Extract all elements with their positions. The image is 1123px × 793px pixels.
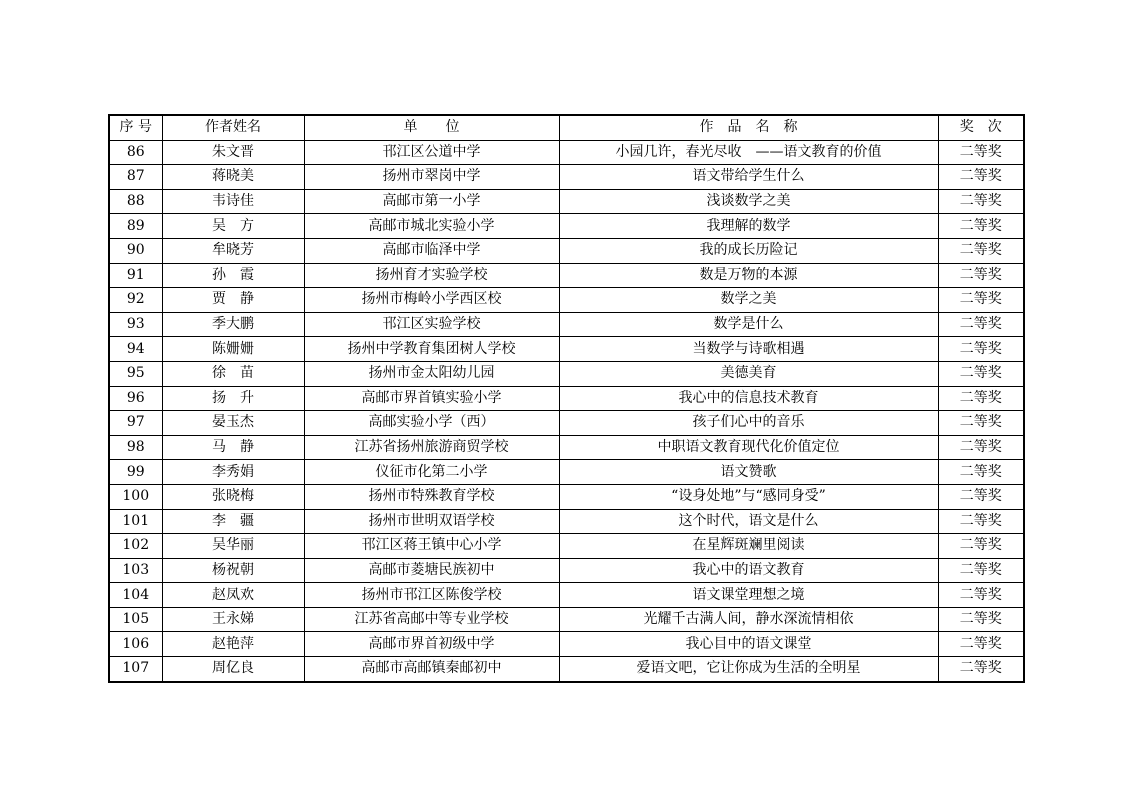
work-title: 这个时代，语文是什么 — [559, 509, 938, 534]
award-level: 二等奖 — [938, 484, 1024, 509]
unit-name: 扬州市金太阳幼儿园 — [304, 361, 559, 386]
row-number: 101 — [109, 509, 162, 534]
header-work: 作 品 名 称 — [559, 115, 938, 140]
award-level: 二等奖 — [938, 263, 1024, 288]
award-level: 二等奖 — [938, 189, 1024, 214]
row-number: 88 — [109, 189, 162, 214]
row-number: 107 — [109, 657, 162, 682]
work-title: 语文赞歌 — [559, 460, 938, 485]
work-title: 我理解的数学 — [559, 214, 938, 239]
award-level: 二等奖 — [938, 558, 1024, 583]
unit-name: 邗江区蒋王镇中心小学 — [304, 534, 559, 559]
row-number: 87 — [109, 165, 162, 190]
award-level: 二等奖 — [938, 140, 1024, 165]
work-title: 光耀千古满人间，静水深流情相依 — [559, 607, 938, 632]
work-title: 在星辉斑斓里阅读 — [559, 534, 938, 559]
table-row — [109, 312, 1024, 337]
unit-name: 高邮市高邮镇秦邮初中 — [304, 657, 559, 682]
author-name: 贾 静 — [162, 288, 304, 313]
author-name: 王永娣 — [162, 607, 304, 632]
row-number: 105 — [109, 607, 162, 632]
award-level: 二等奖 — [938, 165, 1024, 190]
work-title: 爱语文吧，它让你成为生活的全明星 — [559, 657, 938, 682]
table-row — [109, 263, 1024, 288]
row-number: 103 — [109, 558, 162, 583]
table-row — [109, 583, 1024, 608]
award-level: 二等奖 — [938, 460, 1024, 485]
row-number: 98 — [109, 435, 162, 460]
unit-name: 扬州市世明双语学校 — [304, 509, 559, 534]
award-level: 二等奖 — [938, 361, 1024, 386]
unit-name: 扬州育才实验学校 — [304, 263, 559, 288]
work-title: 小园几许，春光尽收 ——语文教育的价值 — [559, 140, 938, 165]
award-level: 二等奖 — [938, 509, 1024, 534]
table-row — [109, 214, 1024, 239]
work-title: “设身处地”与“感同身受” — [559, 484, 938, 509]
row-number: 99 — [109, 460, 162, 485]
unit-name: 扬州中学教育集团树人学校 — [304, 337, 559, 362]
unit-name: 扬州市翠岗中学 — [304, 165, 559, 190]
header-unit: 单 位 — [304, 115, 559, 140]
work-title: 孩子们心中的音乐 — [559, 411, 938, 436]
header-row — [109, 115, 1024, 140]
author-name: 马 静 — [162, 435, 304, 460]
table-row — [109, 288, 1024, 313]
award-level: 二等奖 — [938, 632, 1024, 657]
row-number: 97 — [109, 411, 162, 436]
table-row — [109, 558, 1024, 583]
work-title: 我心目中的语文课堂 — [559, 632, 938, 657]
unit-name: 邗江区实验学校 — [304, 312, 559, 337]
award-table — [108, 114, 1025, 683]
award-level: 二等奖 — [938, 312, 1024, 337]
author-name: 韦诗佳 — [162, 189, 304, 214]
unit-name: 扬州市梅岭小学西区校 — [304, 288, 559, 313]
author-name: 李秀娟 — [162, 460, 304, 485]
work-title: 数是万物的本源 — [559, 263, 938, 288]
author-name: 孙 霞 — [162, 263, 304, 288]
row-number: 93 — [109, 312, 162, 337]
unit-name: 扬州市特殊教育学校 — [304, 484, 559, 509]
unit-name: 高邮市界首镇实验小学 — [304, 386, 559, 411]
table-row — [109, 632, 1024, 657]
table-row — [109, 484, 1024, 509]
unit-name: 江苏省高邮中等专业学校 — [304, 607, 559, 632]
unit-name: 高邮市界首初级中学 — [304, 632, 559, 657]
author-name: 张晓梅 — [162, 484, 304, 509]
table-row — [109, 165, 1024, 190]
row-number: 90 — [109, 238, 162, 263]
author-name: 牟晓芳 — [162, 238, 304, 263]
unit-name: 邗江区公道中学 — [304, 140, 559, 165]
row-number: 104 — [109, 583, 162, 608]
author-name: 季大鹏 — [162, 312, 304, 337]
work-title: 语文带给学生什么 — [559, 165, 938, 190]
work-title: 美德美育 — [559, 361, 938, 386]
award-level: 二等奖 — [938, 411, 1024, 436]
header-author: 作者姓名 — [162, 115, 304, 140]
row-number: 92 — [109, 288, 162, 313]
work-title: 数学之美 — [559, 288, 938, 313]
row-number: 102 — [109, 534, 162, 559]
row-number: 89 — [109, 214, 162, 239]
award-level: 二等奖 — [938, 238, 1024, 263]
unit-name: 高邮市第一小学 — [304, 189, 559, 214]
table-row — [109, 534, 1024, 559]
work-title: 我的成长历险记 — [559, 238, 938, 263]
work-title: 数学是什么 — [559, 312, 938, 337]
row-number: 95 — [109, 361, 162, 386]
row-number: 106 — [109, 632, 162, 657]
award-level: 二等奖 — [938, 534, 1024, 559]
unit-name: 高邮实验小学（西） — [304, 411, 559, 436]
award-level: 二等奖 — [938, 337, 1024, 362]
unit-name: 高邮市菱塘民族初中 — [304, 558, 559, 583]
author-name: 吴 方 — [162, 214, 304, 239]
table-row — [109, 460, 1024, 485]
author-name: 晏玉杰 — [162, 411, 304, 436]
table-row — [109, 607, 1024, 632]
author-name: 吴华丽 — [162, 534, 304, 559]
author-name: 陈姗姗 — [162, 337, 304, 362]
work-title: 语文课堂理想之境 — [559, 583, 938, 608]
unit-name: 江苏省扬州旅游商贸学校 — [304, 435, 559, 460]
work-title: 浅谈数学之美 — [559, 189, 938, 214]
table-row — [109, 386, 1024, 411]
author-name: 李 疆 — [162, 509, 304, 534]
row-number: 94 — [109, 337, 162, 362]
author-name: 杨祝朝 — [162, 558, 304, 583]
award-level: 二等奖 — [938, 607, 1024, 632]
author-name: 扬 升 — [162, 386, 304, 411]
table-row — [109, 140, 1024, 165]
header-award: 奖 次 — [938, 115, 1024, 140]
table-body — [109, 140, 1024, 682]
table-row — [109, 238, 1024, 263]
work-title: 我心中的信息技术教育 — [559, 386, 938, 411]
work-title: 当数学与诗歌相遇 — [559, 337, 938, 362]
award-level: 二等奖 — [938, 386, 1024, 411]
author-name: 朱文晋 — [162, 140, 304, 165]
award-level: 二等奖 — [938, 435, 1024, 460]
header-no: 序 号 — [109, 115, 162, 140]
unit-name: 高邮市城北实验小学 — [304, 214, 559, 239]
table-row — [109, 411, 1024, 436]
table-row — [109, 509, 1024, 534]
table-row — [109, 435, 1024, 460]
award-level: 二等奖 — [938, 288, 1024, 313]
work-title: 中职语文教育现代化价值定位 — [559, 435, 938, 460]
row-number: 91 — [109, 263, 162, 288]
table-row — [109, 189, 1024, 214]
table-row — [109, 361, 1024, 386]
award-level: 二等奖 — [938, 214, 1024, 239]
author-name: 蒋晓美 — [162, 165, 304, 190]
row-number: 96 — [109, 386, 162, 411]
row-number: 100 — [109, 484, 162, 509]
table-row — [109, 657, 1024, 682]
unit-name: 仪征市化第二小学 — [304, 460, 559, 485]
award-level: 二等奖 — [938, 657, 1024, 682]
table-row — [109, 337, 1024, 362]
unit-name: 扬州市邗江区陈俊学校 — [304, 583, 559, 608]
unit-name: 高邮市临泽中学 — [304, 238, 559, 263]
row-number: 86 — [109, 140, 162, 165]
author-name: 赵凤欢 — [162, 583, 304, 608]
award-level: 二等奖 — [938, 583, 1024, 608]
author-name: 周亿良 — [162, 657, 304, 682]
author-name: 赵艳萍 — [162, 632, 304, 657]
work-title: 我心中的语文教育 — [559, 558, 938, 583]
author-name: 徐 苗 — [162, 361, 304, 386]
